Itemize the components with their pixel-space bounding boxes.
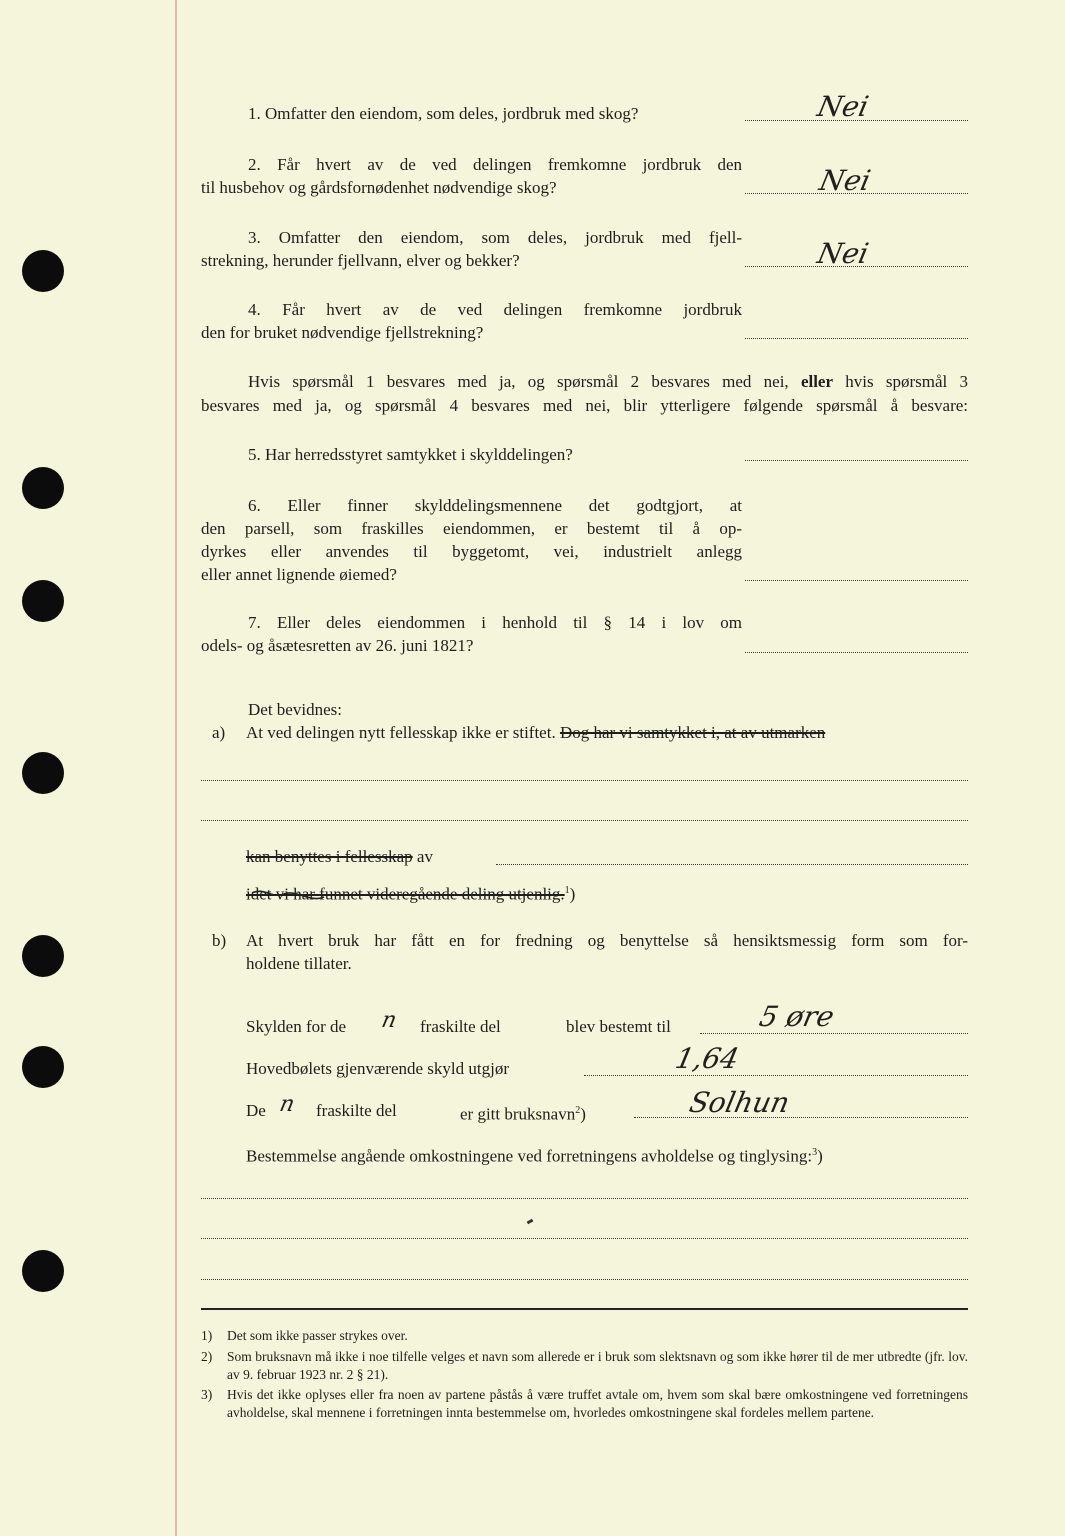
question-6-line-4: eller annet lignende øiemed? bbox=[201, 565, 397, 584]
footnote-3: 3) Hvis det ikke oplyses eller fra noen av partene påstås å være truffet avtale om, hvem som skal bære omkostningene ved forretningens avholdelse, skal mennene i forretningen innta bestemmelse om, hvorledes omkostningene skal fordeles mellem partene. bbox=[201, 1387, 968, 1420]
footnote-2: 2) Som bruksnavn må ikke i noe tilfelle velges et navn som allerede er i bruk som slektsnavn og som ikke hører til de mer utbredte (jfr. lov. av 9. februar 1923 nr. 2 § 21). bbox=[201, 1349, 968, 1382]
punch-hole bbox=[22, 1250, 64, 1292]
blank-line bbox=[201, 820, 968, 821]
question-5: 5. Har herredsstyret samtykket i skylddelingen? bbox=[248, 445, 573, 464]
question-6-line-3: dyrkes eller anvendes til byggetomt, vei, industrielt anlegg bbox=[201, 542, 742, 561]
question-2-line-2: til husbehov og gårdsfornødenhet nødvendige skog? bbox=[201, 178, 557, 197]
skyld-value: 5 øre bbox=[756, 1000, 838, 1033]
footnote-1: 1) Det som ikke passer strykes over. bbox=[201, 1328, 408, 1343]
bruksnavn-value: Solhun bbox=[686, 1086, 793, 1119]
struck-text: Dog har vi samtykket i, at av utmarken bbox=[559, 723, 826, 742]
handwritten-mark: n bbox=[379, 1008, 399, 1033]
question-4-line-1: 4. Får hvert av de ved delingen fremkomne jordbruk bbox=[248, 300, 743, 319]
hovedbol-value: 1,64 bbox=[672, 1042, 742, 1075]
item-b-line-2: holdene tillater. bbox=[246, 954, 352, 973]
margin-rule bbox=[175, 0, 177, 1536]
bruksnavn-label: De bbox=[246, 1101, 266, 1120]
bruksnavn-label-c: er gitt bruksnavn$^2$) bbox=[460, 1104, 586, 1124]
skyld-label-c: blev bestemt til bbox=[566, 1017, 671, 1036]
item-a-text: At ved delingen nytt fellesskap ikke er stiftet. Dog har vi samtykket i, at av utmarken bbox=[246, 723, 826, 742]
strike-scribble bbox=[250, 885, 380, 905]
bestemmelse-label: Bestemmelse angående omkostningene ved forretningens avholdelse og tinglysing:$^3$) bbox=[246, 1146, 823, 1166]
skyld-value-line bbox=[700, 1033, 968, 1034]
instruction-line-1: Hvis spørsmål 1 besvares med ja, og spørsmål 2 besvares med nei, eller hvis spørsmål 3 bbox=[248, 372, 968, 391]
answer-line-4 bbox=[745, 338, 968, 339]
answer-line-7 bbox=[745, 652, 968, 653]
question-7-line-1: 7. Eller deles eiendommen i henhold til § 14 i lov om bbox=[248, 613, 743, 632]
item-b-line-1: At hvert bruk har fått en for fredning og benyttelse så hensiktsmessig form som for- bbox=[246, 931, 968, 950]
question-1: 1. Omfatter den eiendom, som deles, jordbruk med skog? bbox=[248, 104, 639, 123]
ink-speck bbox=[527, 1219, 534, 1225]
handwritten-mark: n bbox=[277, 1092, 297, 1117]
blank-line bbox=[201, 1198, 968, 1199]
blank-line bbox=[201, 1279, 968, 1280]
question-6-line-2: den parsell, som fraskilles eiendommen, er bestemt til å op- bbox=[201, 519, 742, 538]
punch-hole bbox=[22, 752, 64, 794]
hovedbol-value-line bbox=[584, 1075, 968, 1076]
bevidnes-heading: Det bevidnes: bbox=[248, 700, 342, 719]
answer-1: Nei bbox=[814, 90, 872, 123]
bruksnavn-value-line bbox=[634, 1117, 968, 1118]
punch-hole bbox=[22, 935, 64, 977]
question-7-line-2: odels- og åsætesretten av 26. juni 1821? bbox=[201, 636, 474, 655]
skyld-label-b: fraskilte del bbox=[420, 1017, 501, 1036]
hovedbol-label: Hovedbølets gjenværende skyld utgjør bbox=[246, 1059, 509, 1078]
item-a-label: a) bbox=[212, 723, 226, 742]
question-3-line-2: strekning, herunder fjellvann, elver og bekker? bbox=[201, 251, 520, 270]
answer-line-5 bbox=[745, 460, 968, 461]
skyld-label: Skylden for de bbox=[246, 1017, 347, 1036]
punch-hole bbox=[22, 1046, 64, 1088]
item-b-label: b) bbox=[212, 931, 227, 950]
punch-hole bbox=[22, 250, 64, 292]
answer-2: Nei bbox=[816, 164, 874, 197]
footnote-rule bbox=[201, 1308, 968, 1310]
question-6-line-1: 6. Eller finner skylddelingsmennene det godtgjort, at bbox=[248, 496, 742, 515]
struck-line-2: idet vi har funnet videregående deling utjenlig.$^1$) bbox=[246, 884, 576, 904]
blank-line bbox=[496, 864, 968, 865]
blank-line bbox=[201, 1238, 968, 1239]
bruksnavn-label-b: fraskilte del bbox=[316, 1101, 397, 1120]
punch-hole bbox=[22, 580, 64, 622]
instruction-line-2: besvares med ja, og spørsmål 4 besvares med nei, blir ytterligere følgende spørsmål å besvare: bbox=[201, 396, 968, 415]
answer-3: Nei bbox=[814, 237, 872, 270]
struck-line-1: kan benyttes i fellesskap av bbox=[246, 847, 433, 866]
question-2-line-1: 2. Får hvert av de ved delingen fremkomne jordbruk den bbox=[248, 155, 743, 174]
blank-line bbox=[201, 780, 968, 781]
question-3-line-1: 3. Omfatter den eiendom, som deles, jordbruk med fjell- bbox=[248, 228, 743, 247]
question-4-line-2: den for bruket nødvendige fjellstrekning? bbox=[201, 323, 484, 342]
punch-hole bbox=[22, 467, 64, 509]
answer-line-6 bbox=[745, 580, 968, 581]
